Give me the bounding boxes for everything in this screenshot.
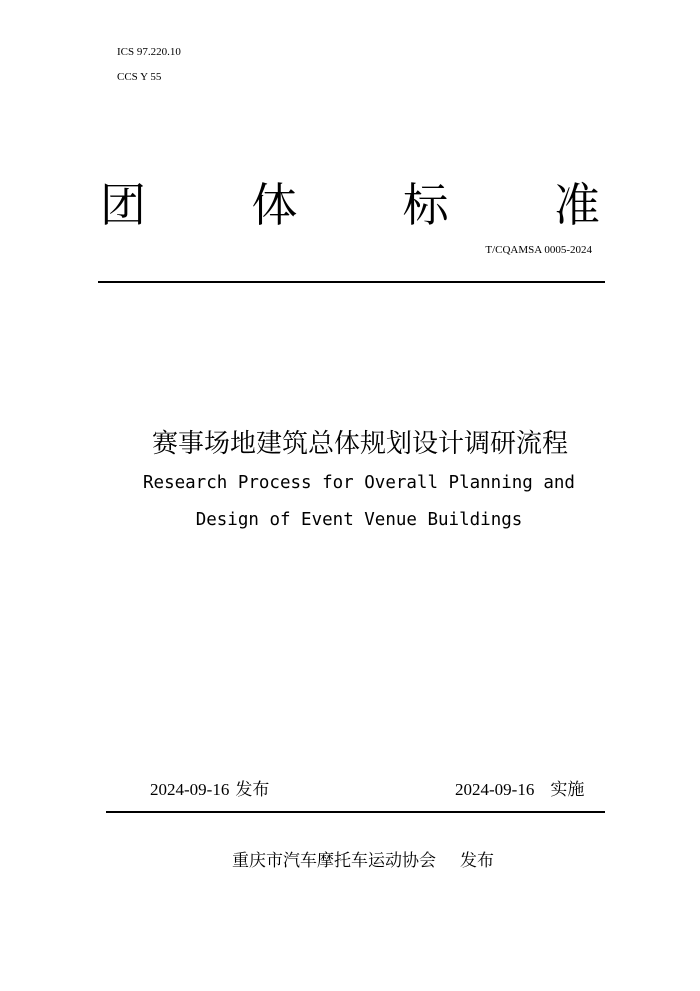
standard-type-heading <box>100 175 600 235</box>
english-title-line-2: Design of Event Venue Buildings <box>195 510 523 530</box>
ics-code: ICS 97.220.10 <box>117 46 181 58</box>
standard-type-char: 准 <box>553 178 600 232</box>
publisher-name: 重庆市汽车摩托车运动协会 <box>232 851 436 871</box>
standard-type-char: 体 <box>251 178 298 232</box>
implement-date-group <box>455 779 584 801</box>
standard-type-char: 团 <box>100 178 146 232</box>
standard-number: T/CQAMSA 0005-2024 <box>485 244 592 256</box>
publisher-line <box>232 850 494 872</box>
chinese-title: 赛事场地建筑总体规划设计调研流程 <box>151 429 568 459</box>
publisher-action: 发布 <box>460 851 494 871</box>
publish-date-group <box>150 779 269 801</box>
publish-label: 发布 <box>235 780 270 800</box>
ccs-code: CCS Y 55 <box>117 71 162 83</box>
implement-label: 实施 <box>550 780 585 800</box>
implement-date: 2024-09-16 <box>455 780 535 799</box>
publish-date: 2024-09-16 <box>150 780 230 799</box>
english-title-line-1: Research Process for Overall Planning and <box>143 473 575 493</box>
bottom-divider <box>106 811 605 813</box>
standard-type-char: 标 <box>402 178 449 232</box>
top-divider <box>98 281 605 283</box>
